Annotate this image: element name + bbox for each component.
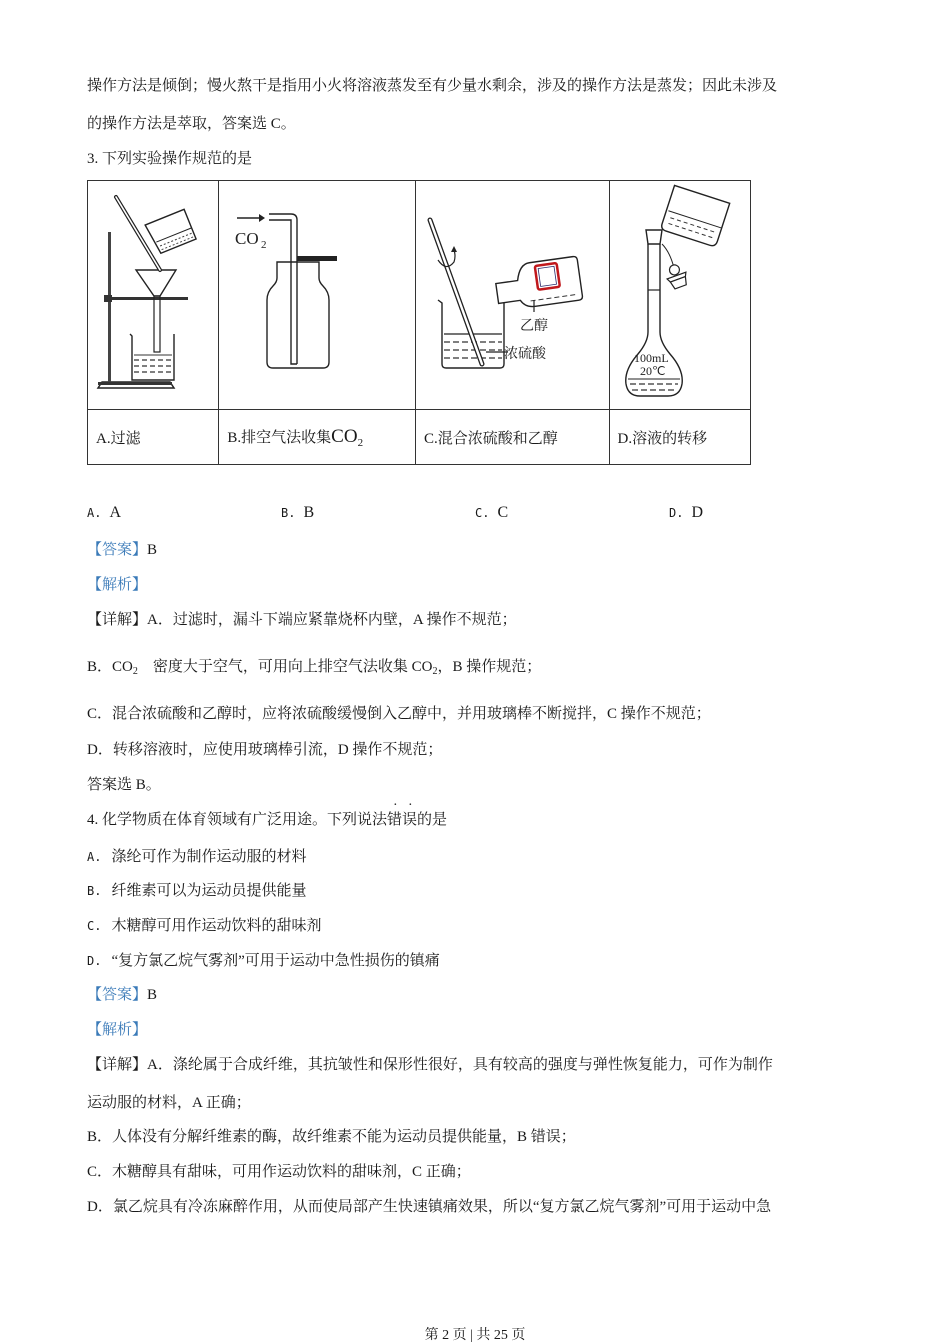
svg-text:CO: CO: [235, 229, 260, 248]
figure-cell-d: [609, 181, 750, 410]
svg-text:2: 2: [261, 239, 267, 251]
caption-a: A.过滤: [88, 410, 219, 465]
option-a[interactable]: A. A: [87, 504, 122, 521]
intro-line-1: 操作方法是倾倒；慢火熬干是指用小火将溶液蒸发至有少量水剩余，涉及的操作方法是蒸发；因此未涉及: [87, 78, 778, 94]
caption-b-formula: $CO_2$: [331, 425, 364, 449]
svg-text:100mL: 100mL: [633, 351, 669, 365]
q4-option-a[interactable]: A. 涤纶可作为制作运动服的材料: [87, 849, 307, 865]
intro-line-2: 的操作方法是萃取，答案选 C。: [87, 116, 296, 132]
caption-b: B.排空气法收集$CO_2$: [219, 410, 416, 465]
svg-text:浓硫酸: 浓硫酸: [503, 346, 546, 362]
q4-detail-b: B．人体没有分解纤维素的酶，故纤维素不能为运动员提供能量，B 错误；: [87, 1129, 576, 1145]
figure-cell-a: [88, 181, 219, 410]
answer-label: 【答案】: [87, 987, 148, 1003]
q4-answer: [87, 985, 157, 1005]
question-3-stem: 3. 下列实验操作规范的是: [87, 151, 253, 167]
q4-detail-d: D．氯乙烷具有冷冻麻醉作用，从而使局部产生快速镇痛效果，所以“复方氯乙烷气雾剂”可用于运动中急: [87, 1199, 772, 1215]
emphasis-char: 误: [402, 812, 418, 828]
q3-detail-a: 【详解】A．过滤时，漏斗下端应紧靠烧杯内壁，A 操作不规范；: [87, 612, 517, 628]
q3-analysis-label: 【解析】: [87, 577, 148, 593]
q4-detail-a-1: 【详解】A．涤纶属于合成纤维，其抗皱性和保形性很好，具有较高的强度与弹性恢复能力，可作为制作: [87, 1057, 773, 1073]
q4-analysis-label: 【解析】: [87, 1022, 148, 1038]
caption-d: D.溶液的转移: [609, 410, 750, 465]
emphasis-char: 错: [387, 812, 403, 828]
q3-detail-c: C．混合浓硫酸和乙醇时，应将浓硫酸缓慢倒入乙醇中，并用玻璃棒不断搅拌，C 操作不规范；: [87, 706, 711, 722]
option-b[interactable]: B. B: [281, 504, 315, 521]
answer-value: B: [147, 542, 158, 558]
answer-value: B: [147, 987, 158, 1003]
q4-detail-a-2: 运动服的材料，A 正确；: [87, 1095, 251, 1111]
gas-collection-bottle-icon: [219, 182, 414, 408]
q3-detail-d: D．转移溶液时，应使用玻璃棒引流，D 操作不规范；: [87, 742, 443, 758]
figure-cell-b: [219, 181, 416, 410]
svg-text:乙醇: 乙醇: [519, 318, 548, 334]
option-d[interactable]: D. D: [669, 504, 704, 521]
option-c[interactable]: C. C: [475, 504, 509, 521]
answer-label: 【答案】: [87, 542, 148, 558]
q4-option-b[interactable]: B. 纤维素可以为运动员提供能量: [87, 883, 307, 899]
q4-option-c[interactable]: C. 木糖醇可用作运动饮料的甜味剂: [87, 918, 322, 934]
q3-detail-b: B．$CO_2$ 密度大于空气，可用向上排空气法收集 $CO_2$，B 操作规范；: [87, 659, 542, 677]
mixing-acid-ethanol-icon: [416, 182, 608, 408]
q4-option-d[interactable]: D. “复方氯乙烷气雾剂”可用于运动中急性损伤的镇痛: [87, 953, 440, 969]
volumetric-flask-transfer-icon: [610, 182, 750, 408]
page-footer: 第 2 页 | 共 25 页: [424, 1328, 526, 1343]
caption-c: C.混合浓硫酸和乙醇: [415, 410, 609, 465]
question-3-options: [87, 504, 787, 524]
filtration-apparatus-icon: [88, 182, 218, 408]
q3-answer: [87, 540, 157, 560]
q4-detail-c: C．木糖醇具有甜味，可用作运动饮料的甜味剂，C 正确；: [87, 1164, 471, 1180]
question-4-stem: 4. 化学物质在体育领域有广泛用途。下列说法错误的是: [87, 812, 448, 828]
svg-text:20℃: 20℃: [639, 364, 666, 378]
figure-cell-c: [415, 181, 609, 410]
experiment-table: [87, 180, 751, 465]
q3-conclusion: 答案选 B。: [87, 777, 161, 793]
